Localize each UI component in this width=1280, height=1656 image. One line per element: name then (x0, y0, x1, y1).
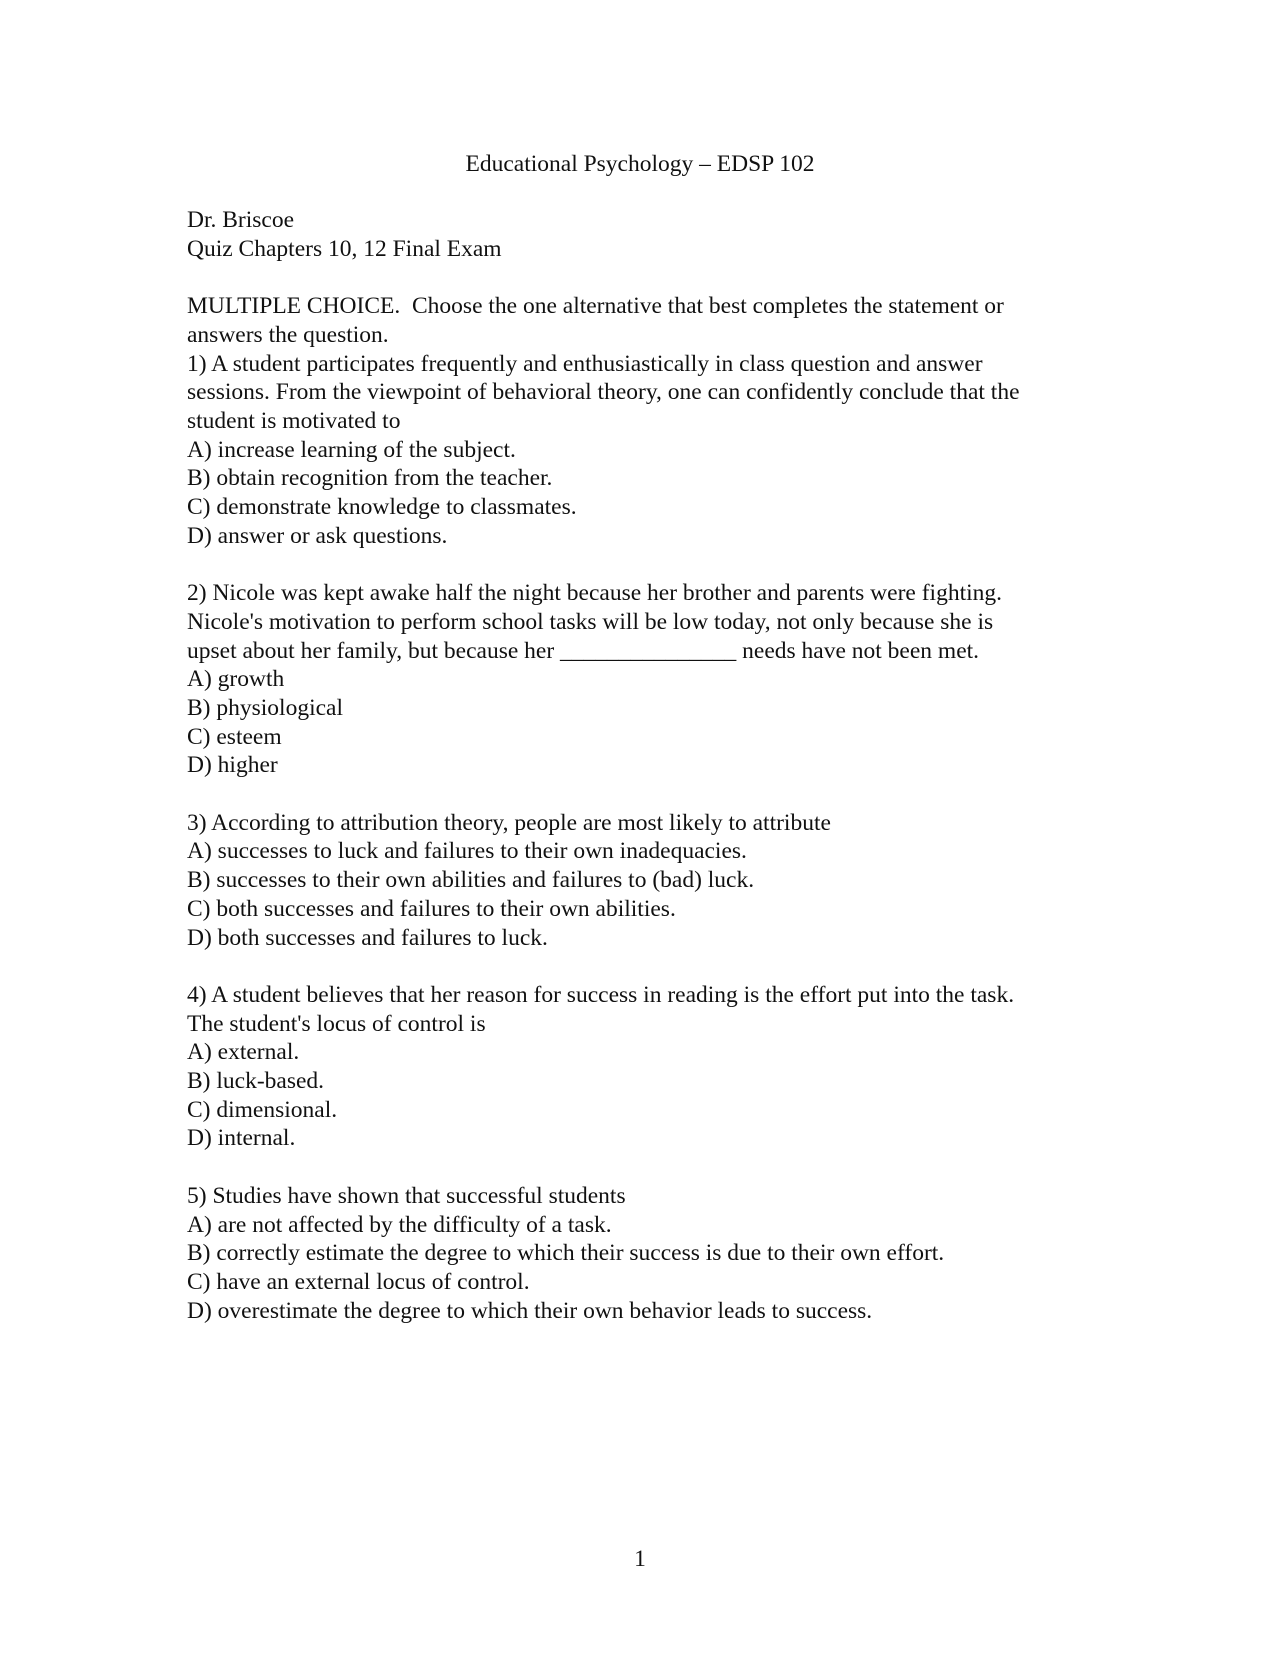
instructions (187, 292, 1087, 349)
answer-option: B) luck-based. (187, 1068, 325, 1095)
answer-option: D) both successes and failures to luck. (187, 924, 548, 951)
answer-option: A) are not affected by the difficulty of a task. (187, 1211, 612, 1238)
instructions-line: MULTIPLE CHOICE. Choose the one alternative that best completes the statement or (187, 293, 1004, 320)
answer-option: A) successes to luck and failures to their own inadequacies. (187, 838, 747, 865)
spacer (187, 952, 1087, 981)
answer-option: D) overestimate the degree to which their own behavior leads to success. (187, 1297, 873, 1324)
answer-option: A) external. (187, 1039, 300, 1066)
instructor-name: Dr. Briscoe (187, 207, 295, 233)
answer-option: C) demonstrate knowledge to classmates. (187, 494, 577, 521)
page-number: 1 (634, 1546, 646, 1572)
question-stem-line: student is motivated to (187, 407, 401, 434)
instructions-line: answers the question. (187, 321, 389, 348)
answer-option: C) dimensional. (187, 1096, 338, 1123)
answer-option: B) physiological (187, 694, 343, 721)
answer-option: C) both successes and failures to their own abilities. (187, 895, 676, 922)
question-stem-line: 3) According to attribution theory, people are most likely to attribute (187, 809, 831, 836)
answer-option: A) growth (187, 666, 285, 693)
question-stem-line: 2) Nicole was kept awake half the night because her brother and parents were fighting. (187, 580, 1003, 607)
question-stem-line: 5) Studies have shown that successful students (187, 1182, 626, 1209)
question-stem-line: 1) A student participates frequently and enthusiastically in class question and answer (187, 350, 983, 377)
question-stem-line: 4) A student believes that her reason for success in reading is the effort put into the task. (187, 981, 1015, 1008)
question-stem-line: upset about her family, but because her _______________ needs have not been met. (187, 637, 980, 664)
document-title: Educational Psychology – EDSP 102 (465, 151, 815, 177)
question-stem-line: The student's locus of control is (187, 1010, 486, 1037)
spacer (187, 1153, 1087, 1182)
quiz-label: Quiz Chapters 10, 12 Final Exam (187, 235, 502, 262)
answer-option: D) internal. (187, 1125, 296, 1152)
answer-option: A) increase learning of the subject. (187, 436, 516, 463)
answer-option: C) esteem (187, 723, 282, 750)
question-5 (187, 1182, 1087, 1326)
question-stem-line: sessions. From the viewpoint of behavioral theory, one can confidently conclude that the (187, 379, 1020, 406)
answer-option: B) successes to their own abilities and failures to (bad) luck. (187, 867, 755, 894)
question-2 (187, 579, 1087, 780)
answer-option: D) higher (187, 752, 278, 779)
document-content (187, 206, 1087, 1325)
question-4 (187, 981, 1087, 1153)
answer-option: B) obtain recognition from the teacher. (187, 465, 553, 492)
spacer (187, 550, 1087, 579)
answer-option: D) answer or ask questions. (187, 522, 448, 549)
answer-option: C) have an external locus of control. (187, 1268, 530, 1295)
question-1 (187, 350, 1087, 551)
spacer (187, 780, 1087, 809)
question-stem-line: Nicole's motivation to perform school tasks will be low today, not only because she is (187, 608, 994, 635)
spacer (187, 263, 1087, 292)
question-3 (187, 809, 1087, 953)
answer-option: B) correctly estimate the degree to which their success is due to their own effort. (187, 1240, 945, 1267)
